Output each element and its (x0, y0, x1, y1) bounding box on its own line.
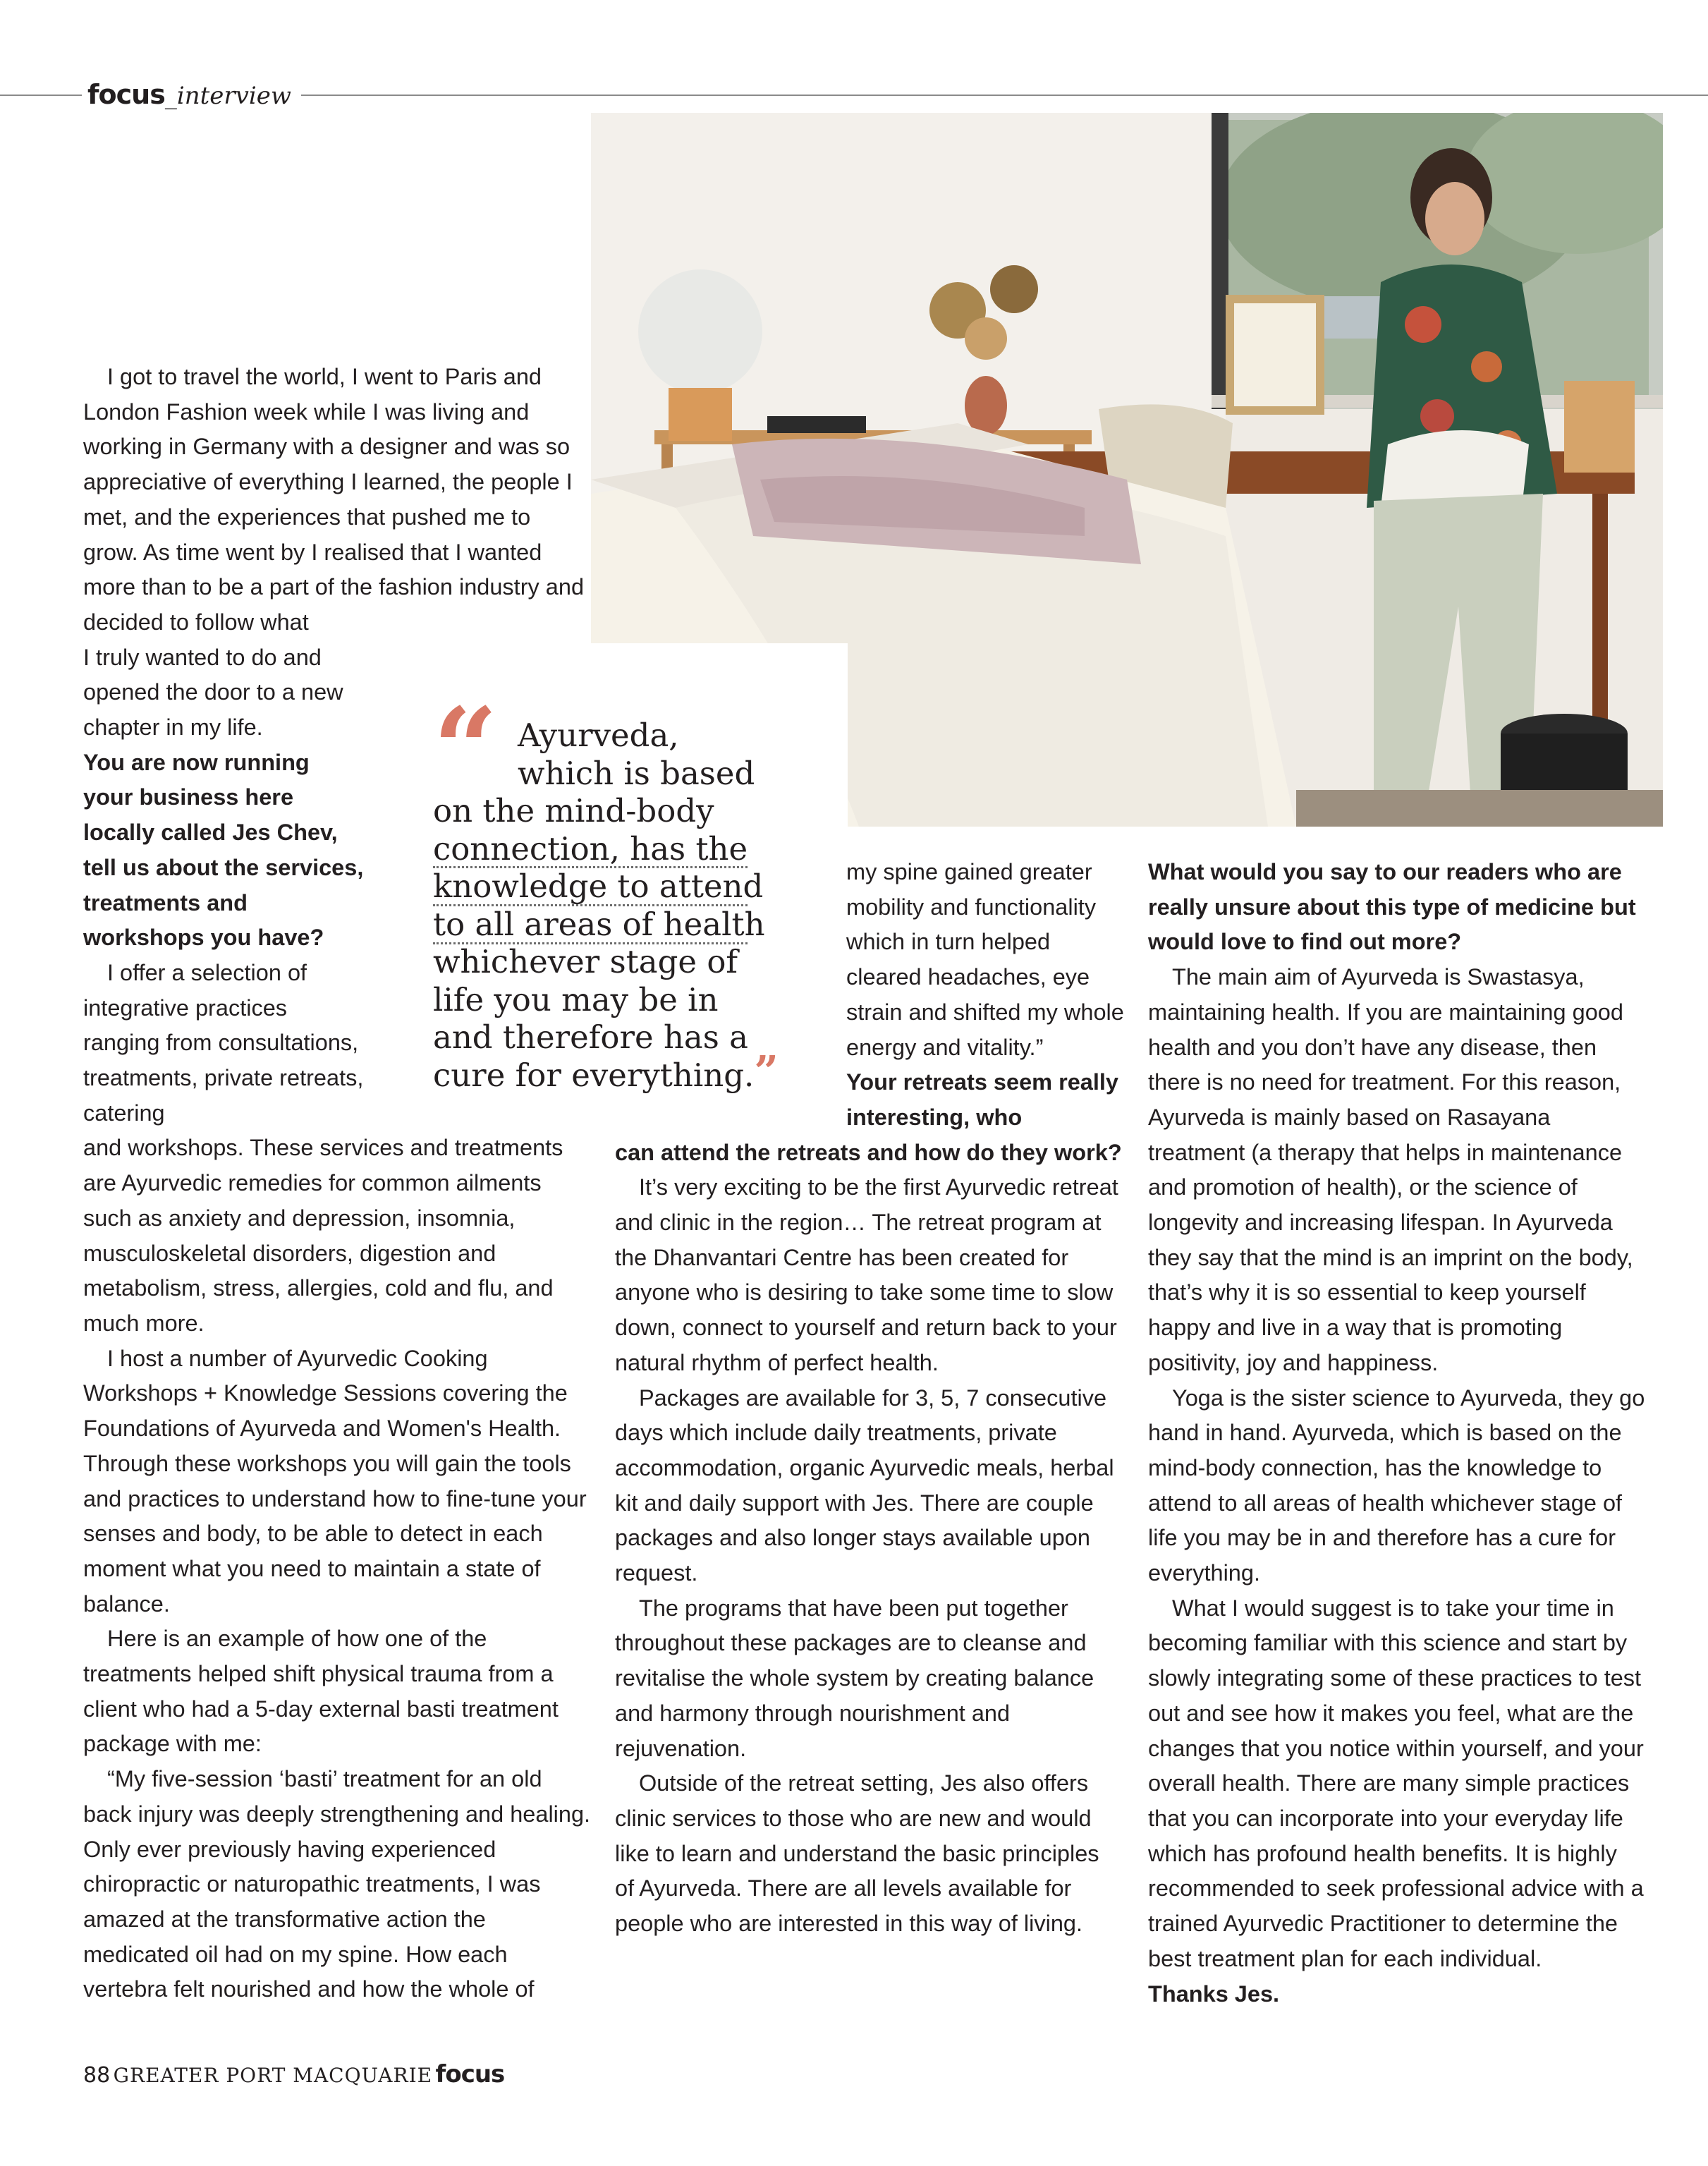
interview-question: can attend the retreats and how do they work? (615, 1139, 1122, 1165)
paragraph: and workshops. These services and treatments are Ayurvedic remedies for common ailments such as anxiety and depression, insomnia, musculoskeletal disorders, digestion and metabolism, stress, allergies, cold and flu, and much more. (83, 1135, 563, 1336)
paragraph: I truly wanted to do and opened the door to a new chapter in my life. (83, 644, 343, 741)
wrapped-block (83, 640, 365, 1131)
interview-question: Your retreats seem really interesting, who (846, 1069, 1119, 1130)
header-section: _interview (164, 82, 291, 110)
sign-off: Thanks Jes. (1148, 1981, 1280, 2007)
column-2 (615, 855, 1123, 1942)
paragraph: “My five-session ‘basti’ treatment for an old back injury was deeply strengthening and healing. Only ever previously having experienced chiropractic or naturopathic treatments, I was amazed at the transformative action the medicated oil had on my spine. How each vertebra felt nourished and how the whole of (83, 1766, 591, 2002)
paragraph: Packages are available for 3, 5, 7 consecutive days which include daily treatments, private accommodation, organic Ayurvedic meals, herbal kit and daily support with Jes. There are couple packages and also longer stays available upon request. (615, 1385, 1114, 1586)
paragraph: The programs that have been put together throughout these packages are to cleanse and revitalise the whole system by creating balance and harmony through nourishment and rejuvenation. (615, 1595, 1094, 1761)
paragraph: Yoga is the sister science to Ayurveda, they go hand in hand. Ayurveda, which is based on the mind-body connection, has the knowledge to attend to all areas of health whichever stage of life you may be in and therefore has a cure for everything. (1148, 1385, 1645, 1586)
quote-open-icon: “ (433, 683, 499, 815)
paragraph: my spine gained greater mobility and functionality which in turn helped cleared headaches, eye strain and shifted my whole energy and vitality.” (846, 859, 1124, 1060)
footer-brand: focus (435, 2060, 505, 2088)
paragraph: It’s very exciting to be the first Ayurvedic retreat and clinic in the region… The retreat program at the Dhanvantari Centre has been created for anyone who is desiring to take some time to slow down, connect to yourself and return back to your natural rhythm of perfect health. (615, 1174, 1118, 1375)
paragraph: The main aim of Ayurveda is Swastasya, maintaining health. If you are maintaining good health and you don’t have any disease, then there is no need for treatment. For this reason, Ayurveda is mainly based on Rasayana treatment (a therapy that helps in maintenance and promotion of health), or the science of longevity and increasing lifespan. In Ayurveda they say that the mind is an imprint on the body, that’s why it is so essential to keep yourself happy and live in a way that is promoting positivity, joy and happiness. (1148, 964, 1633, 1375)
interview-question: What would you say to our readers who are really unsure about this type of medicine but would love to find out more? (1148, 859, 1636, 955)
paragraph: Here is an example of how one of the treatments helped shift physical trauma from a client who had a 5-day external basti treatment package with me: (83, 1626, 559, 1757)
pull-quote-body: on the mind-body connection, has the knowledge to attend to all areas of health whichever stage of life you may be in and therefore has a cure for everything. (433, 792, 765, 1094)
paragraph: What I would suggest is to take your time in becoming familiar with this science and start by slowly integrating some of these practices to test out and see how it makes you feel, what are the changes that you notice within yourself, and your overall health. There are many simple practices that you can incorporate into your everyday life which has profound health benefits. It is highly recommended to seek professional advice with a trained Ayurvedic Practitioner to determine the best treatment plan for each individual. (1148, 1595, 1644, 1971)
magazine-name: GREATER PORT MACQUARIE (113, 2064, 433, 2087)
pull-quote-line: Ayurveda, (518, 717, 679, 754)
pull-quote-line: which is based (518, 754, 755, 792)
paragraph: I got to travel the world, I went to Paris and London Fashion week while I was living and working in Germany with a designer and was so appreciative of everything I learned, the people I met, and the experiences that pushed me to grow. As time went by I realised that I wanted more than to be a part of the fashion industry and decided to follow what (83, 364, 585, 635)
column-1 (83, 360, 591, 2007)
page-number: 88 (83, 2063, 111, 2088)
header-brand: focus (87, 79, 165, 110)
section-header (82, 73, 301, 122)
paragraph: I host a number of Ayurvedic Cooking Workshops + Knowledge Sessions covering the Foundations of Ayurveda and Women's Health. Through these workshops you will gain the tools and practices to understand how to fine-tune your senses and body, to be able to detect in each moment what you need to maintain a state of balance. (83, 1345, 587, 1617)
column-3 (1148, 855, 1653, 2012)
quote-close-icon: ” (754, 1047, 779, 1097)
paragraph: I offer a selection of integrative practices ranging from consultations, treatments, private retreats, catering (83, 959, 364, 1126)
page-footer (83, 2057, 504, 2097)
interview-question: You are now running your business here locally called Jes Chev, tell us about the services, treatments and workshops you have? (83, 749, 364, 951)
wrapped-block (846, 855, 1128, 1136)
paragraph: Outside of the retreat setting, Jes also offers clinic services to those who are new and would like to learn and understand the basic principles of Ayurveda. There are all levels available for people who are interested in this way of living. (615, 1770, 1099, 1937)
